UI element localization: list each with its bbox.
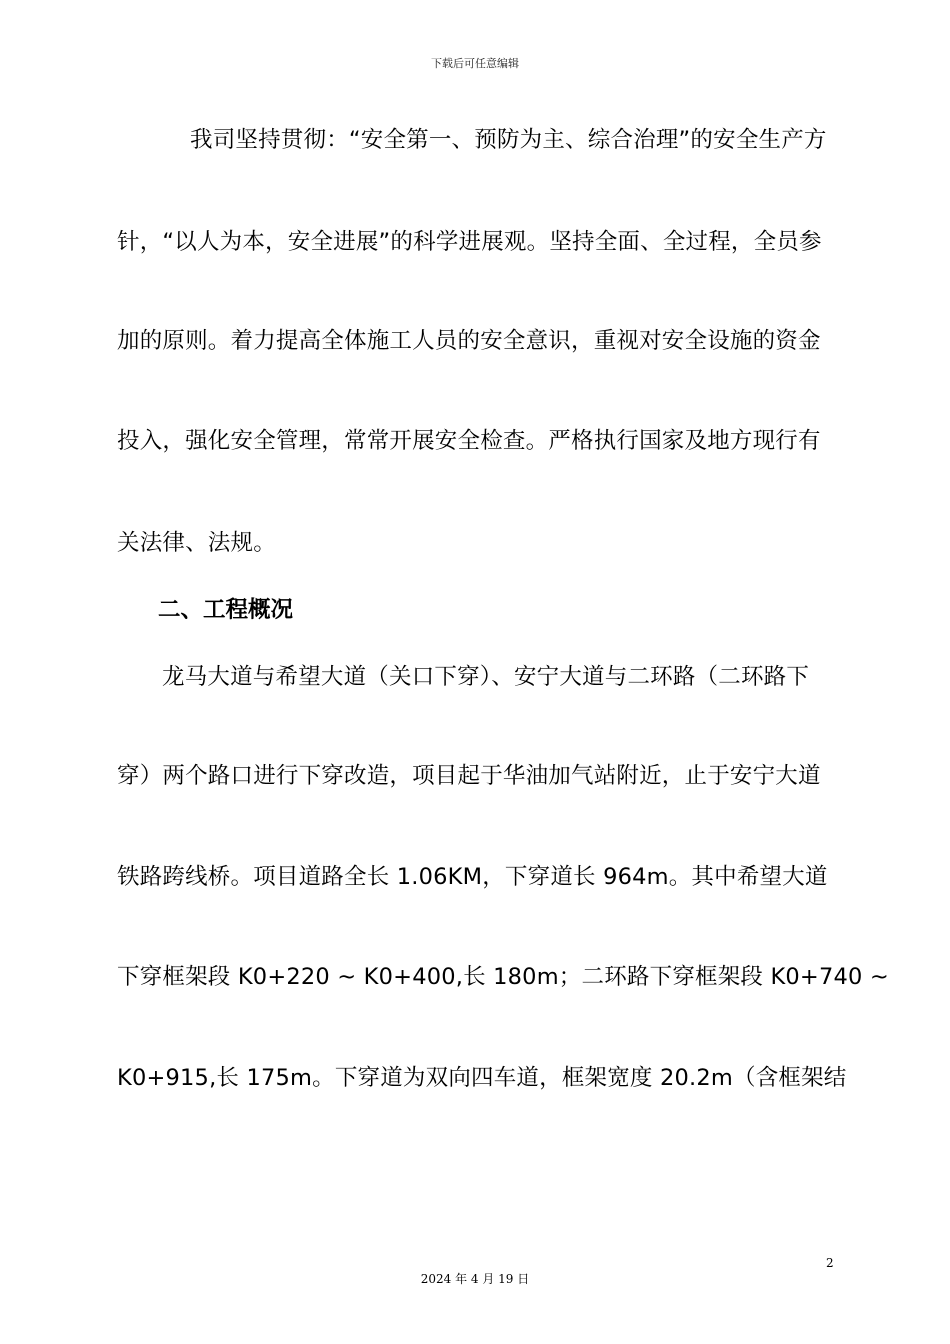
paragraph-line: 针，“以人为本，安全进展”的科学进展观。坚持全面、全过程，全员参 <box>117 229 822 255</box>
paragraph-line: 铁路跨线桥。项目道路全长 1.06KM，下穿道长 964m。其中希望大道 <box>117 864 828 890</box>
page-number: 2 <box>826 1256 834 1270</box>
paragraph-line: 加的原则。着力提高全体施工人员的安全意识，重视对安全设施的资金 <box>117 328 821 354</box>
paragraph-line: K0+915,长 175m。下穿道为双向四车道，框架宽度 20.2m（含框架结 <box>117 1065 847 1091</box>
paragraph-line: 下穿框架段 K0+220 ~ K0+400,长 180m；二环路下穿框架段 K0+740 ~ <box>117 964 889 990</box>
paragraph-line: 穿）两个路口进行下穿改造，项目起于华油加气站附近，止于安宁大道 <box>117 763 821 789</box>
header-note: 下载后可任意编辑 <box>431 57 519 70</box>
footer-date: 2024 年 4 月 19 日 <box>420 1272 530 1286</box>
paragraph-line: 我司坚持贯彻：“安全第一、预防为主、综合治理”的安全生产方 <box>190 127 827 153</box>
paragraph-line: 关法律、法规。 <box>117 530 276 556</box>
paragraph-line: 龙马大道与希望大道（关口下穿）、安宁大道与二环路（二环路下 <box>162 664 810 690</box>
paragraph-line: 投入，强化安全管理，常常开展安全检查。严格执行国家及地方现行有 <box>117 428 821 454</box>
section-heading: 二、工程概况 <box>158 597 294 623</box>
